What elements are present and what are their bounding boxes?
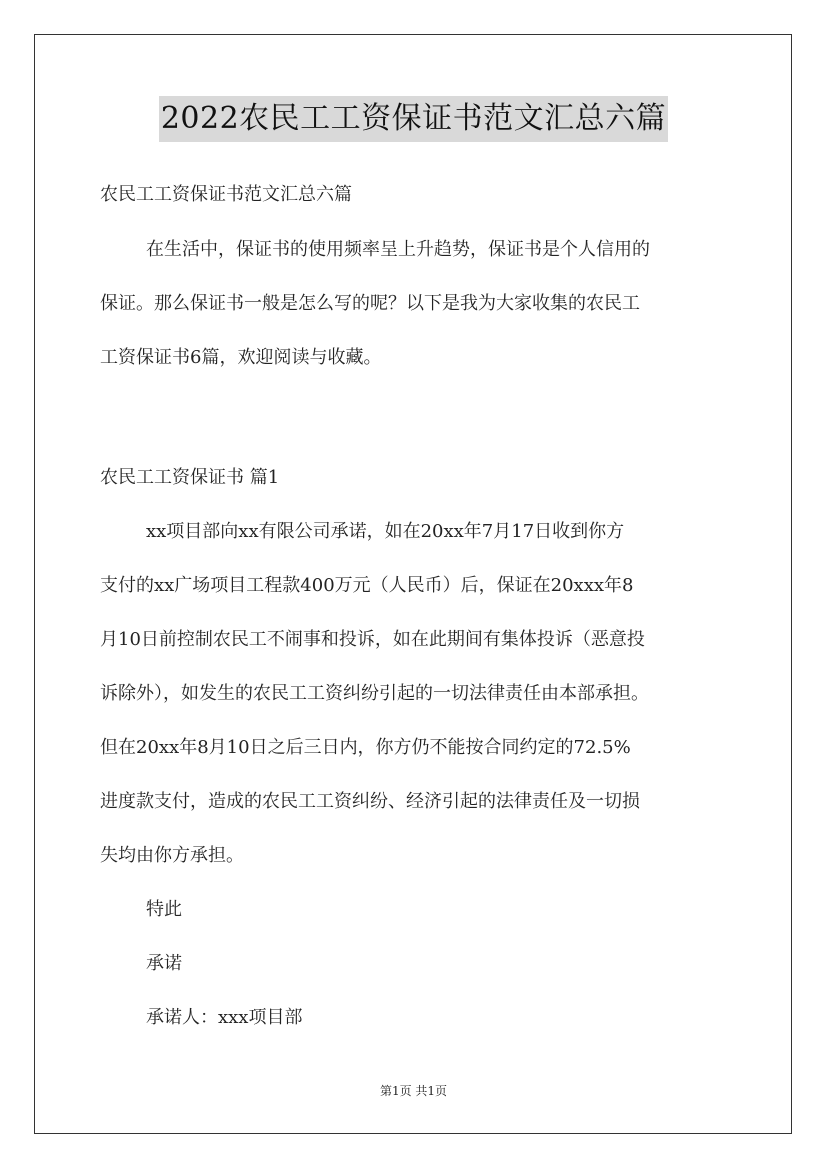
- body-line-6: 进度款支付，造成的农民工工资纠纷、经济引起的法律责任及一切损: [100, 791, 640, 812]
- page-footer: 第1页 共1页: [379, 1084, 448, 1098]
- body-line-1: xx项目部向xx有限公司承诺，如在20xx年7月17日收到你方: [146, 521, 625, 542]
- body-line-2: 支付的xx广场项目工程款400万元（人民币）后，保证在20xxx年8: [100, 575, 634, 596]
- intro-line-2: 保证。那么保证书一般是怎么写的呢？以下是我为大家收集的农民工: [100, 293, 640, 314]
- subtitle-line: 农民工工资保证书范文汇总六篇: [100, 184, 352, 205]
- title-container: [0, 96, 827, 142]
- body-line-3: 月10日前控制农民工不闹事和投诉，如在此期间有集体投诉（恶意投: [100, 629, 645, 650]
- intro-line-1: 在生活中，保证书的使用频率呈上升趋势，保证书是个人信用的: [146, 239, 650, 260]
- body-line-7: 失均由你方承担。: [100, 845, 244, 866]
- closing-chengnuo: 承诺: [146, 953, 182, 974]
- closing-signer: 承诺人：xxx项目部: [146, 1007, 303, 1028]
- document-body: [100, 176, 730, 1036]
- body-line-4: 诉除外），如发生的农民工工资纠纷引起的一切法律责任由本部承担。: [100, 683, 649, 704]
- document-title: 2022农民工工资保证书范文汇总六篇: [159, 96, 668, 142]
- intro-line-3: 工资保证书6篇，欢迎阅读与收藏。: [100, 347, 382, 368]
- body-line-5: 但在20xx年8月10日之后三日内，你方仍不能按合同约定的72.5%: [100, 737, 631, 758]
- section-heading: 农民工工资保证书 篇1: [100, 467, 280, 488]
- closing-tecI: 特此: [146, 899, 182, 920]
